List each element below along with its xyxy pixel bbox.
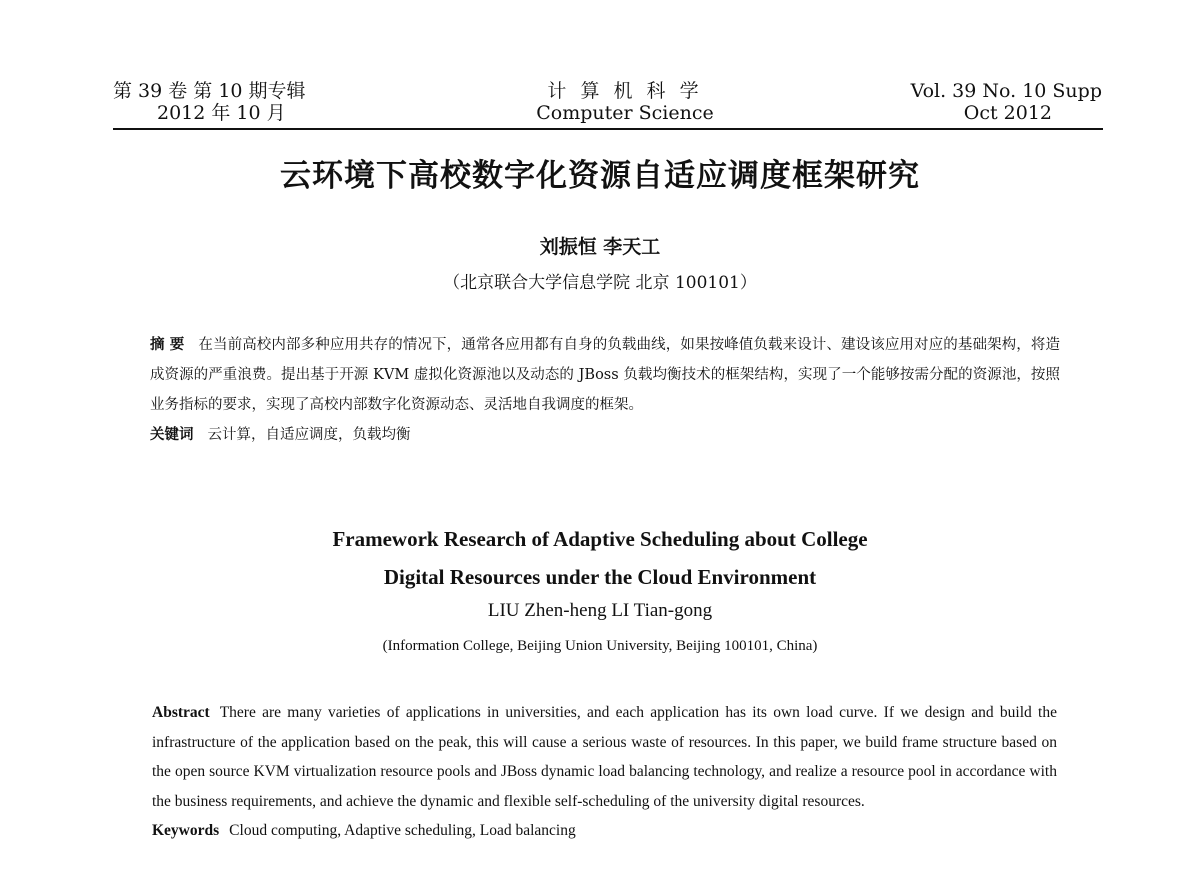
abstract-en [152,698,1057,846]
volume-issue-en: Vol. 39 No. 10 Supp [910,80,1102,102]
abstract-text-cn: 在当前高校内部多种应用共存的情况下，通常各应用都有自身的负载曲线，如果按峰值负载来设计、建设该应用对应的基础架构，将造成资源的严重浪费。提出基于开源 KVM 虚拟化资源池以及动态的 JBoss 负载均衡技术的框架结构，实现了一个能够按需分配的资源池，按照业务指标的要求，实现了高校内部数字化资源动态、灵活地自我调度的框架。 [150,337,1060,413]
issue-date: 2012 年 10 月 [157,102,286,124]
title-cn: 云环境下高校数字化资源自适应调度框架研究 [280,158,920,194]
journal-name-cn: 计 算 机 科 学 [547,80,703,102]
journal-volume-en [911,80,1102,124]
abstract-text-en: There are many varieties of applications in universities, and each application has its own load curve. If we design and build the infrastructure of the application based on the peak, this will cause a serious waste of resources. In this paper, we build frame structure based on the open source KVM virtualization resource pools and JBoss dynamic load balancing technology, and realize a resource pool in accordance with the business requirements, and achieve the dynamic and flexible self-scheduling of the university digital resources. [152,704,1057,810]
title-en-line2: Digital Resources under the Cloud Environment [383,565,817,589]
header-rule [113,128,1103,130]
title-en-line1: Framework Research of Adaptive Scheduling about College [332,527,868,551]
abstract-label-en: Abstract [152,704,210,721]
journal-name [500,80,750,124]
abstract-cn [150,330,1060,450]
affiliation-cn: （北京联合大学信息学院 北京 100101） [443,273,757,293]
authors-cn: 刘振恒 李天工 [539,236,661,258]
keywords-label-cn: 关键词 [150,427,194,443]
journal-volume [113,80,306,124]
issue-date-en: Oct 2012 [963,102,1052,124]
journal-name-en: Computer Science [536,102,714,124]
volume-issue: 第 39 卷 第 10 期专辑 [113,80,306,102]
keywords-en: Cloud computing, Adaptive scheduling, Load balancing [229,822,576,839]
affiliation-en: (Information College, Beijing Union University, Beijing 100101, China) [382,638,818,654]
keywords-label-en: Keywords [152,822,220,839]
abstract-label-cn: 摘 要 [150,337,185,353]
keywords-cn: 云计算，自适应调度，负载均衡 [207,427,411,443]
title-en [0,520,1200,596]
authors-en: LIU Zhen-heng LI Tian-gong [487,600,713,621]
